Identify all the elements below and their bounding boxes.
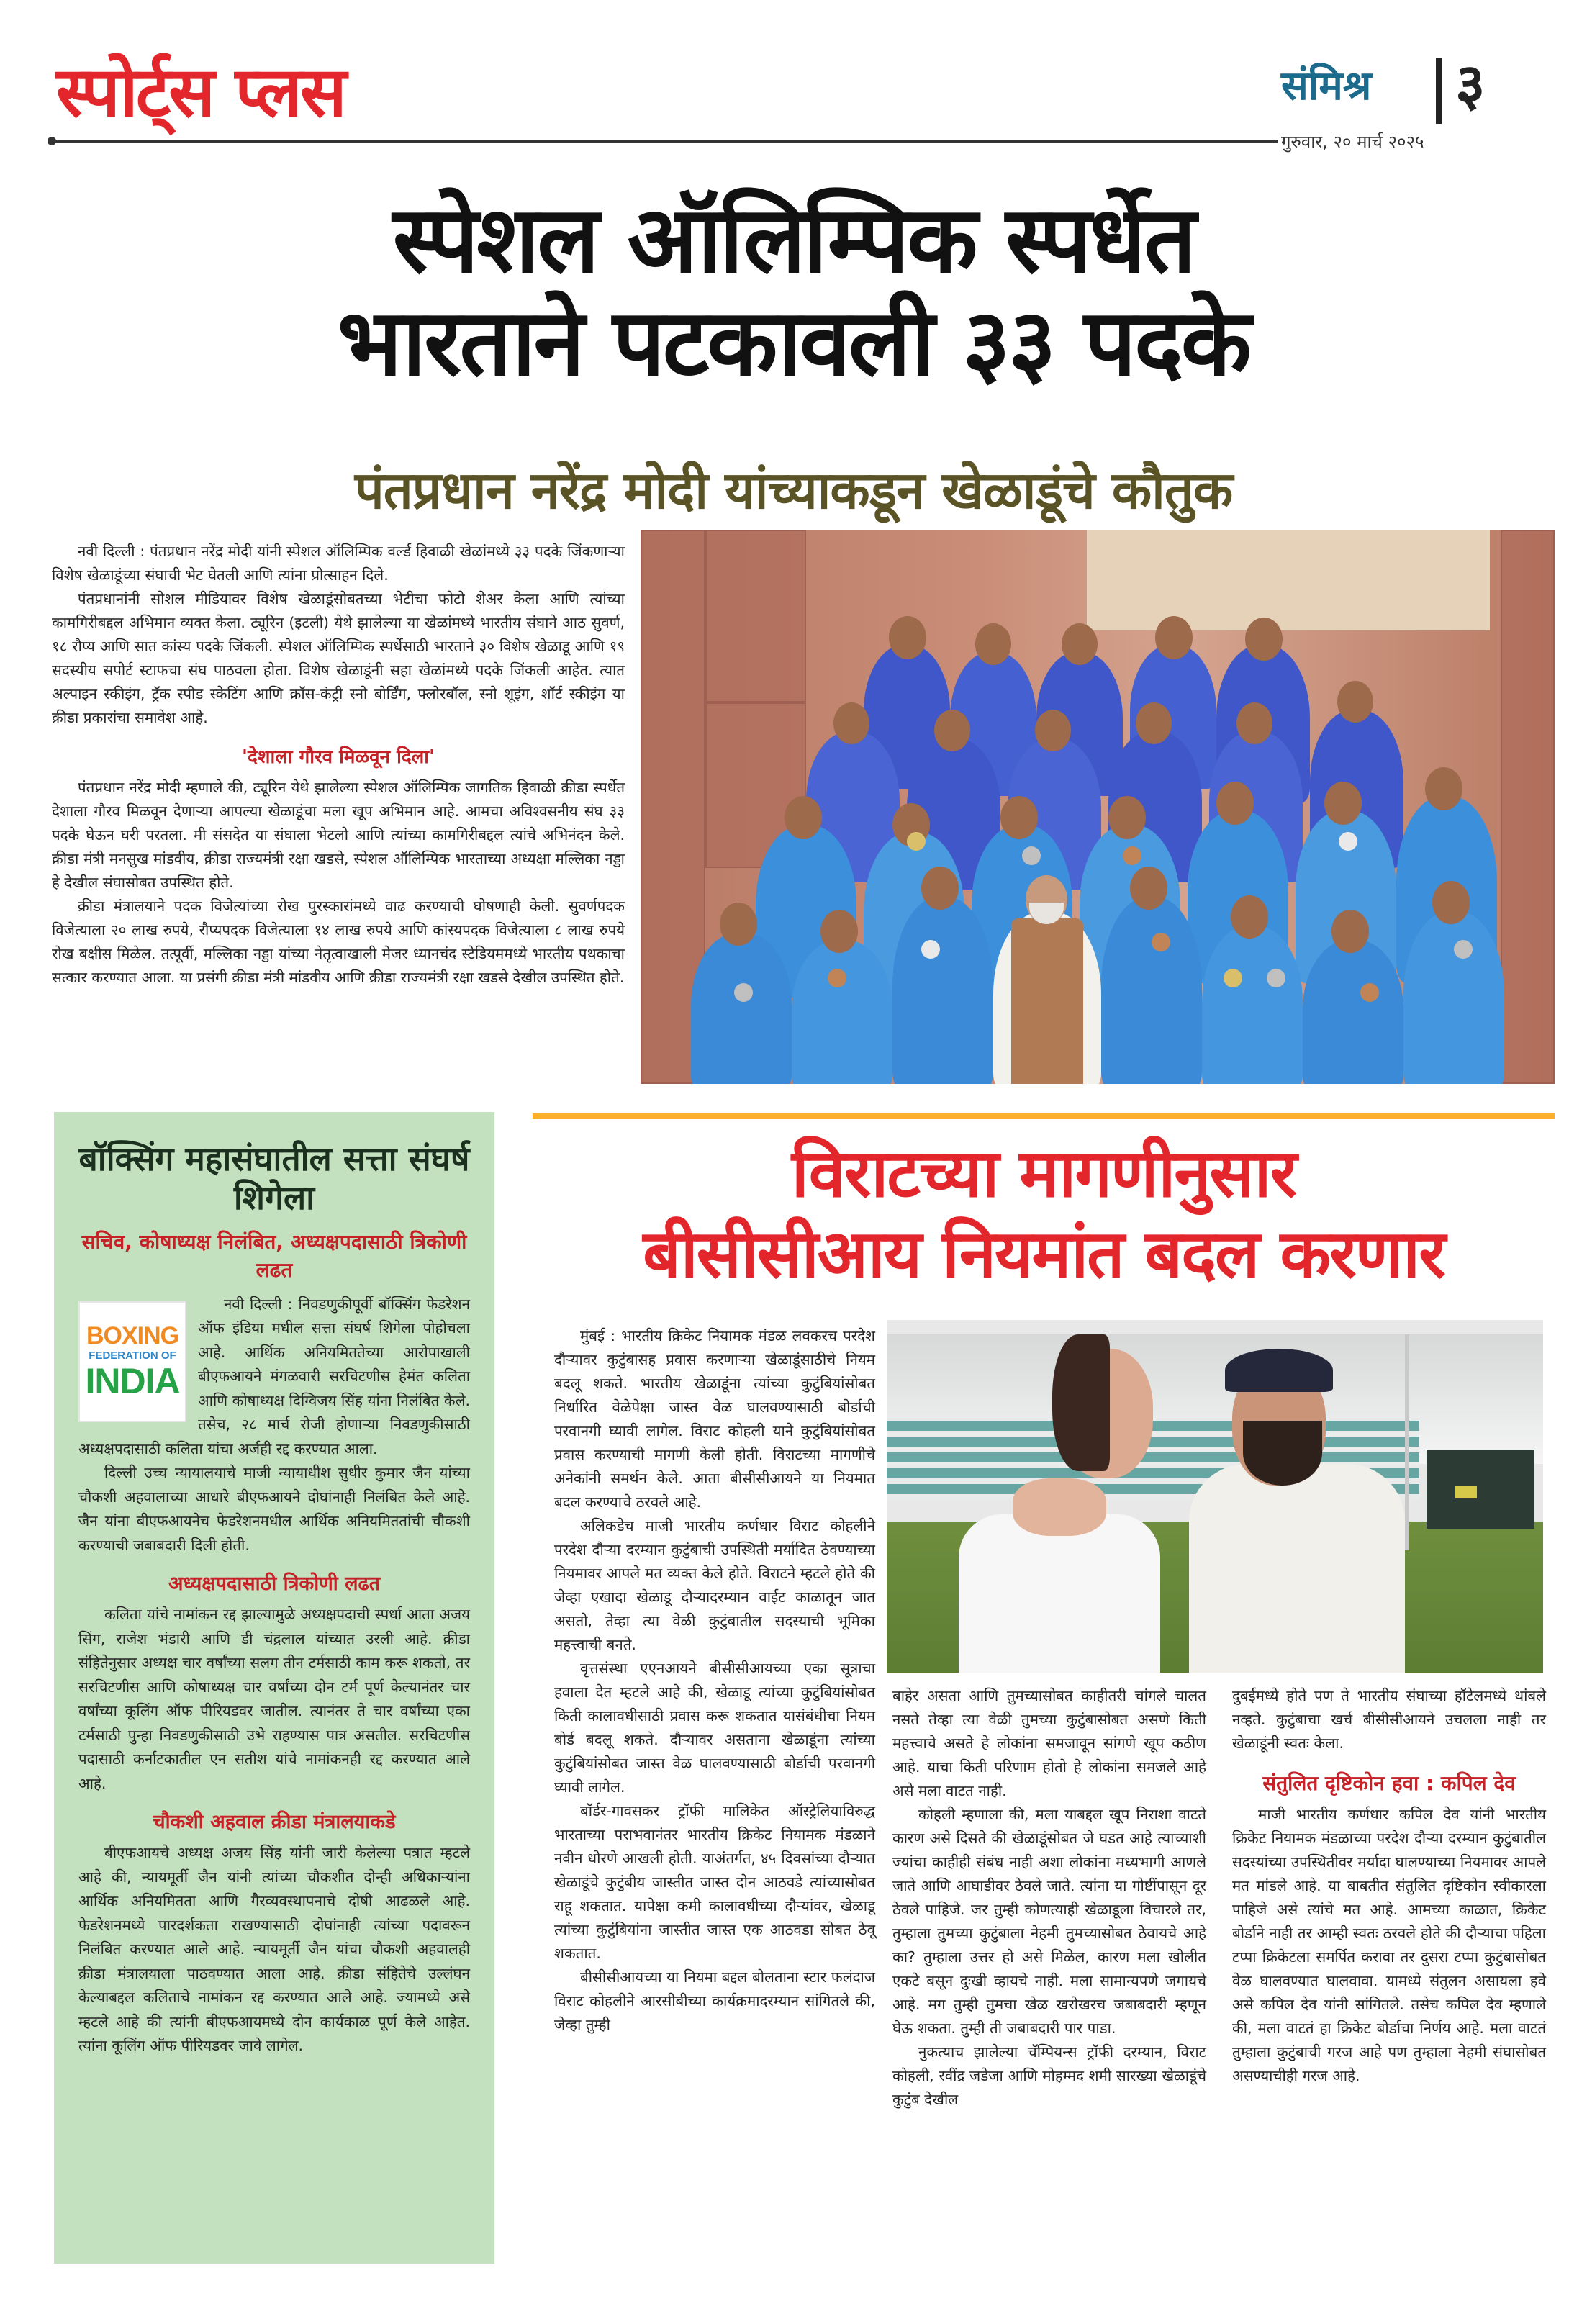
boxing-subhead: चौकशी अहवाल क्रीडा मंत्रालयाकडे <box>153 1811 396 1834</box>
logo-text-federation: FEDERATION OF <box>89 1349 176 1362</box>
kohli-headline-line-2: बीसीसीआय नियमांत बदल करणार <box>643 1216 1444 1293</box>
masthead-divider <box>50 140 1278 143</box>
lead-paragraph: पंतप्रधान नरेंद्र मोदी म्हणाले की, ट्यूरिन येथे झालेल्या स्पेशल ऑलिम्पिक जागतिक हिवाळी क्रीडा स्पर्धेत देशाला गौरव मिळवून देणाऱ्या आपल्या खेळाडूंचा मला खूप अभिमान आहे. आमचा अविश्वसनीय संघ ३३ पदके घेऊन घरी परतला. मी संसदेत या संघाला भेटलो आणि त्यांच्या कामगिरीबद्दल त्यांचे अभिनंदन केले. क्रीडा मंत्री मनसुख मांडवीय, क्रीडा राज्यमंत्री रक्षा खडसे, स्पेशल ऑलिम्पिक भारताच्या अध्यक्षा मल्लिका नड्डा हे देखील संघासोबत उपस्थित होते. <box>52 779 625 891</box>
boxing-federation-logo <box>78 1301 186 1422</box>
lead-paragraph: क्रीडा मंत्रालयाने पदक विजेत्यांच्या रोख पुरस्कारांमध्ये वाढ करण्याची घोषणाही केली. सुवर्णपदक विजेत्याला २० लाख रुपये, रौप्यपदक विजेत्याला १४ लाख रुपये आणि कांस्यपदक विजेत्याला ८ लाख रुपये रोख बक्षीस मिळेल. तत्पूर्वी, मल्लिका नड्डा यांच्या नेतृत्वाखाली मेजर ध्यानचंद स्टेडियममध्ये भारतीय पथकाचा सत्कार करण्यात आला. या प्रसंगी क्रीडा मंत्री मांडवीय आणि क्रीडा राज्यमंत्री रक्षा खडसे देखील उपस्थित होते. <box>52 898 625 986</box>
boxing-story-panel <box>54 1112 494 2264</box>
kohli-headline-line-1: विराटच्या मागणीनुसार <box>791 1135 1296 1212</box>
kohli-paragraph: मुंबई : भारतीय क्रिकेट नियामक मंडळ लवकरच परदेश दौऱ्यावर कुटुंबासह प्रवास करणाऱ्या खेळाडूंसाठीचे नियम बदलू शकते. भारतीय खेळाडूंना त्यांच्या कुटुंबियांसोबत निर्धारित वेळेपेक्षा जास्त वेळ घालवण्यासाठी बोर्डाची परवानगी घ्यावी लागेल. विराट कोहली याने कुटुंबियांसोबत प्रवास करण्याची मागणी केली होती. विराटच्या मागणीचे अनेकांनी समर्थन केले. आता बीसीसीआयने या नियमात बदल करण्याचे ठरवले आहे. <box>554 1327 875 1511</box>
kohli-paragraph: बाहेर असता आणि तुमच्यासोबत काहीतरी चांगले चालत नसते तेव्हा त्या वेळी तुमच्या कुटुंबासोबत असणे किती महत्त्वाचे असते हे लोकांना समजावून सांगणे खूप कठीण आहे. याचा किती परिणाम होतो हे लोकांना समजले आहे असे मला वाटत नाही. <box>892 1687 1206 1799</box>
issue-date: गुरुवार, २० मार्च २०२५ <box>1281 132 1424 152</box>
kohli-paragraph: कोहली म्हणाला की, मला याबद्दल खूप निराशा वाटते कारण असे दिसते की खेळाडूंसोबत जे घडत आहे त्याच्याशी ज्यांचा काहीही संबंध नाही अशा लोकांना मध्यभागी आणले जाते आणि आघाडीवर ठेवले जाते. त्यांना या गोष्टींपासून दूर ठेवले पाहिजे. जर तुम्ही कोणत्याही खेळाडूला विचारले तर, तुम्हाला तुमच्या कुटुंबाला नेहमी तुमच्यासोबत ठेवायचे आहे का? तुम्हाला उत्तर हो असे मिळेल, कारण मला खोलीत एकटे बसून दुःखी व्हायचे नाही. मला सामान्यपणे जगायचे आहे. मग तुम्ही तुमचा खेळ खरोखरच जबाबदारी म्हणून घेऊ शकता. तुम्ही ती जबाबदारी पार पाडा. <box>892 1806 1206 2037</box>
logo-text-india: INDIA <box>85 1361 180 1402</box>
lead-headline-line-2: भारताने पटकावली ३३ पदके <box>337 289 1250 397</box>
kohli-column-3 <box>1232 1684 1546 2088</box>
masthead-separator <box>1436 58 1442 124</box>
lead-photo <box>641 530 1555 1084</box>
lead-headline <box>0 186 1587 397</box>
page-number: ३ <box>1455 51 1486 118</box>
logo-text-boxing: BOXING <box>86 1322 179 1350</box>
kohli-story-accent-rule <box>533 1113 1555 1119</box>
kohli-paragraph: बीसीसीआयच्या या नियमा बद्दल बोलताना स्टार फलंदाज विराट कोहलीने आरसीबीच्या कार्यक्रमादरम्यान सांगितले की, जेव्हा तुम्ही <box>554 1968 875 2033</box>
edition-name: संमिश्र <box>1281 63 1372 109</box>
kohli-paragraph: वृत्तसंस्था एएनआयने बीसीसीआयच्या एका सूत्राचा हवाला देत म्हटले आहे की, खेळाडू त्यांच्या कुटुंबियांसोबत किती कालावधीसाठी प्रवास करू शकतात यासंबंधीचा नियम बोर्ड बदलू शकते. दौऱ्यावर असताना खेळाडूंना त्यांच्या कुटुंबियांसोबत जास्त वेळ घालवण्यासाठी बोर्डाची परवानगी घ्यावी लागेल. <box>554 1660 875 1796</box>
boxing-deck: सचिव, कोषाध्यक्ष निलंबित, अध्यक्षपदासाठी त्रिकोणी लढत <box>81 1229 467 1282</box>
boxing-headline: बॉक्सिंग महासंघातील सत्ता संघर्ष शिगेला <box>78 1139 470 1218</box>
kapil-dev-subhead: संतुलित दृष्टिकोन हवा : कपिल देव <box>1262 1771 1516 1795</box>
boxing-article-body <box>78 1293 470 2058</box>
boxing-paragraph: बीएफआयचे अध्यक्ष अजय सिंह यांनी जारी केलेल्या पत्रात म्हटले आहे की, न्यायमूर्ती जैन यांनी त्यांच्या चौकशीत दोन्ही अधिकाऱ्यांना आर्थिक अनियमितता आणि गैरव्यवस्थापनाचे दोषी आढळले आहे. फेडरेशनमध्ये पारदर्शकता राखण्यासाठी दोघांनाही त्यांच्या पदावरून निलंबित करण्यात आले आहे. न्यायमूर्ती जैन यांचा चौकशी अहवालही क्रीडा मंत्रालयाला पाठवण्यात आला आहे. क्रीडा संहितेचे उल्लंघन केल्याबद्दल कलिताचे नामांकन रद्द करण्यात आले आहे. ज्यामध्ये असे म्हटले आहे की त्यांनी बीएफआयमध्ये दोन कार्यकाळ पूर्ण केले आहेत. त्यांना कूलिंग ऑफ पीरियडवर जावे लागेल. <box>78 1844 470 2055</box>
kohli-paragraph: अलिकडेच माजी भारतीय कर्णधार विराट कोहलीने परदेश दौऱ्या दरम्यान कुटुंबाची उपस्थिती मर्यादित ठेवण्याच्या नियमावर आपले मत व्यक्त केले होते. विराटने म्हटले होते की जेव्हा एखादा खेळाडू दौऱ्यादरम्यान वाईट काळातून जात असतो, तेव्हा त्या वेळी कुटुंबातील सदस्याची भूमिका महत्त्वाची बनते. <box>554 1517 875 1653</box>
kohli-column-2 <box>892 1684 1206 2112</box>
boxing-paragraph: दिल्ली उच्च न्यायालयाचे माजी न्यायाधीश सुधीर कुमार जैन यांच्या चौकशी अहवालाच्या आधारे बीएफआयने दोघांनाही निलंबित केले आहे. जैन यांना बीएफआयनेच फेडरेशनमधील आर्थिक अनियमिततांची चौकशी करण्याची जबाबदारी दिली होती. <box>78 1464 470 1554</box>
kohli-paragraph: दुबईमध्ये होते पण ते भारतीय संघाच्या हॉटेलमध्ये थांबले नव्हते. कुटुंबाचा खर्च बीसीसीआयने उचलला नाही तर खेळाडूंनी स्वतः केला. <box>1232 1687 1546 1752</box>
team-group <box>691 594 1504 1084</box>
kohli-paragraph: नुकत्याच झालेल्या चॅम्पियन्स ट्रॉफी दरम्यान, विराट कोहली, रवींद्र जडेजा आणि मोहम्मद शमी सारख्या खेळाडूंचे कुटुंब देखील <box>892 2043 1206 2108</box>
lead-paragraph: पंतप्रधानांनी सोशल मीडियावर विशेष खेळाडूंसोबतच्या भेटीचा फोटो शेअर केला आणि त्यांच्या कामगिरीबद्दल अभिमान व्यक्त केला. ट्यूरिन (इटली) येथे झालेल्या या खेळांमध्ये भारतीय संघाने आठ सुवर्ण, १८ रौप्य आणि सात कांस्य पदके जिंकली. स्पेशल ऑलिम्पिक स्पर्धेसाठी भारताने ३० विशेष खेळाडू आणि १९ सदस्यीय सपोर्ट स्टाफचा संघ पाठवला होता. विशेष खेळाडूंनी सहा खेळांमध्ये पदके जिंकली आहेत. त्यात अल्पाइन स्कीइंग, ट्रॅक स्पीड स्केटिंग आणि क्रॉस-कंट्री स्नो बोर्डिंग, फ्लोरबॉल, स्नो शूइंग, शॉर्ट स्कीइंग या क्रीडा प्रकारांचा समावेश आहे. <box>52 590 625 726</box>
kohli-paragraph: बॉर्डर-गावसकर ट्रॉफी मालिकेत ऑस्ट्रेलियाविरुद्ध भारताच्या पराभवानंतर भारतीय क्रिकेट नियामक मंडळाने नवीन धोरणे आखली होती. याअंतर्गत, ४५ दिवसांच्या दौऱ्यात खेळाडूंचे कुटुंबीय जास्तीत जास्त दोन आठवडे त्यांच्यासोबत राहू शकतात. यापेक्षा कमी कालावधीच्या दौऱ्यांवर, खेळाडू त्यांच्या कुटुंबियांना जास्तीत जास्त एक आठवडा सोबत ठेवू शकतात. <box>554 1802 875 1962</box>
kohli-photo <box>887 1320 1543 1673</box>
boxing-paragraph: कलिता यांचे नामांकन रद्द झाल्यामुळे अध्यक्षपदाची स्पर्धा आता अजय सिंग, राजेश भंडारी आणि डी चंद्रलाल यांच्यात उरली आहे. क्रीडा संहितेनुसार अध्यक्ष चार वर्षांच्या सलग तीन टर्मसाठी काम करू शकतो, तर सरचिटणीस आणि कोषाध्यक्ष चार वर्षांच्या दोन टर्म पूर्ण केल्यानंतर चार वर्षांच्या कूलिंग ऑफ पीरियडवर जातील. त्यानंतर ते चार वर्षांच्या एका टर्मसाठी पुन्हा निवडणुकीसाठी उभे राहण्यास पात्र असतील. सरचिटणीस पदासाठी कर्नाटकातील एन सतीश यांचे नामांकनही रद्द करण्यात आले आहे. <box>78 1606 470 1792</box>
lead-article-body <box>52 540 625 990</box>
lead-headline-line-1: स्पेशल ऑलिम्पिक स्पर्धेत <box>392 186 1195 294</box>
lead-subheadline: पंतप्रधान नरेंद्र मोदी यांच्याकडून खेळाडूंचे कौतुक <box>354 460 1233 520</box>
boxing-paragraph: नवी दिल्ली : निवडणुकीपूर्वी बॉक्सिंग फेडरेशन ऑफ इंडिया मधील सत्ता संघर्ष शिगेला पोहोचला आहे. आर्थिक अनियमिततेच्या आरोपाखाली बीएफआयने मंगळवारी सरचिटणीस हेमंत कलिता आणि कोषाध्यक्ष दिग्विजय सिंह यांना निलंबित केले. तसेच, २८ मार्च रोजी होणाऱ्या निवडणुकीसाठी अध्यक्षपदासाठी कलिता यांचा अर्जही रद्द करण्यात आला. <box>78 1295 470 1457</box>
section-title: स्पोर्ट्स प्लस <box>56 52 345 132</box>
kohli-column-1 <box>554 1324 875 2037</box>
boxing-subhead: अध्यक्षपदासाठी त्रिकोणी लढत <box>168 1573 381 1596</box>
lead-section-heading: 'देशाला गौरव मिळवून दिला' <box>242 746 435 768</box>
kohli-paragraph: माजी भारतीय कर्णधार कपिल देव यांनी भारतीय क्रिकेट नियामक मंडळाच्या परदेश दौऱ्या दरम्यान कुटुंबातील सदस्यांच्या उपस्थितीवर मर्यादा घालण्याच्या नियमावर आपले मत मांडले आहे. या बाबतीत संतुलित दृष्टिकोन स्वीकारला पाहिजे असे त्यांचे मत आहे. आमच्या काळात, क्रिकेट बोर्डाने नाही तर आम्ही स्वतः ठरवले होते की दौऱ्याचा पहिला टप्पा क्रिकेटला समर्पित करावा तर दुसरा टप्पा कुटुंबासोबत वेळ घालवण्यात घालवावा. यामध्ये संतुलन असायला हवे असे कपिल देव यांनी सांगितले. तसेच कपिल देव म्हणाले की, मला वाटतं हा क्रिकेट बोर्डाचा निर्णय आहे. मला वाटतं तुम्हाला कुटुंबाची गरज आहे पण तुम्हाला नेहमी संघासोबत असण्याचीही गरज आहे. <box>1232 1805 1546 2084</box>
lead-paragraph: नवी दिल्ली : पंतप्रधान नरेंद्र मोदी यांनी स्पेशल ऑलिम्पिक वर्ल्ड हिवाळी खेळांमध्ये ३३ पदके जिंकणाऱ्या विशेष खेळाडूंच्या संघाची भेट घेतली आणि त्यांना प्रोत्साहन दिले. <box>52 543 625 584</box>
kohli-headline <box>533 1134 1555 1295</box>
